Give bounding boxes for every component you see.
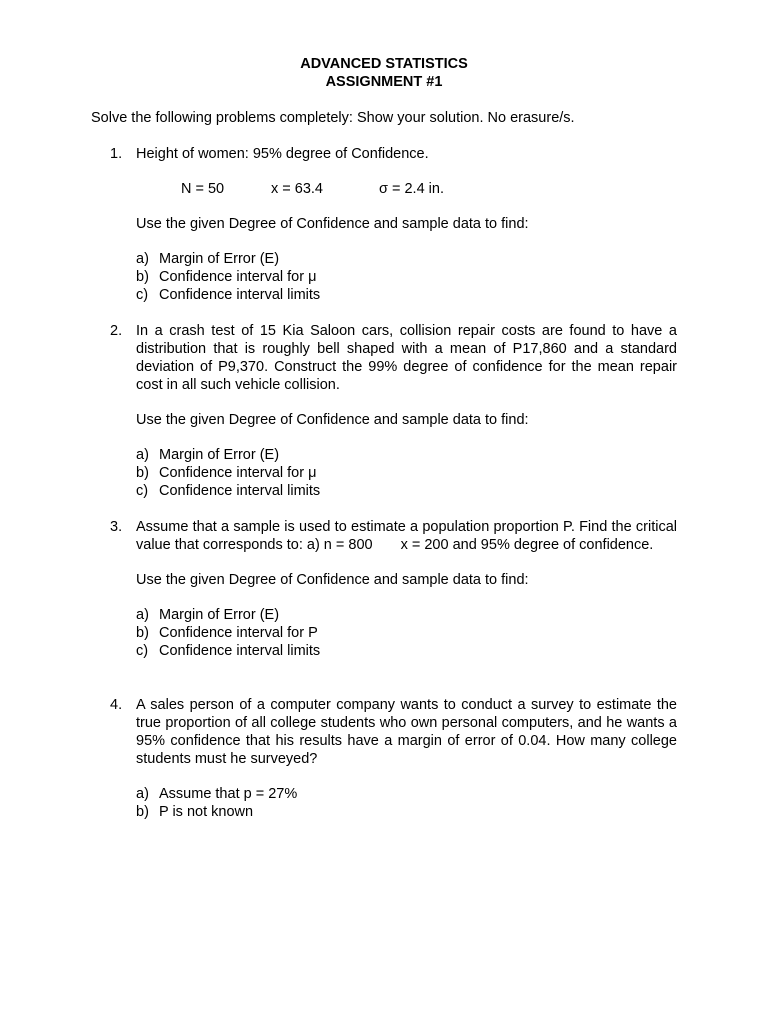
problem-4 (110, 696, 677, 821)
problem-number: 4. (110, 697, 123, 713)
problem-text (136, 518, 677, 554)
item-text: Confidence interval limits (159, 643, 321, 659)
value-n: N = 50 (181, 181, 225, 197)
problem-text-part-a: Assume that a sample is used to estimate a population proportion P. Find the critical value that corresponds to: a) n = 800 (136, 519, 677, 553)
document-title: ADVANCED STATISTICS (300, 56, 468, 72)
list-item (136, 446, 677, 464)
list-item (136, 250, 677, 268)
item-text: Margin of Error (E) (159, 607, 280, 623)
sub-question-list (136, 446, 677, 500)
use-instruction: Use the given Degree of Confidence and sample data to find: (136, 412, 529, 428)
item-text: Confidence interval for μ (159, 465, 317, 481)
list-item (136, 268, 677, 286)
item-label: a) (136, 251, 149, 267)
item-label: b) (136, 465, 149, 481)
item-text: Confidence interval limits (159, 287, 321, 303)
problem-3 (110, 518, 677, 660)
problem-title: Height of women: 95% degree of Confidence. (136, 146, 429, 162)
document-subtitle: ASSIGNMENT #1 (325, 74, 443, 90)
use-instruction: Use the given Degree of Confidence and sample data to find: (136, 216, 529, 232)
value-x: x = 63.4 (271, 181, 323, 197)
item-label: a) (136, 607, 149, 623)
instructions: Solve the following problems completely: Show your solution. No erasure/s. (91, 110, 575, 126)
given-values (136, 180, 677, 198)
list-item (136, 606, 677, 624)
use-instruction: Use the given Degree of Confidence and sample data to find: (136, 572, 529, 588)
list-item (136, 642, 677, 660)
problem-number: 1. (110, 146, 123, 162)
item-label: b) (136, 804, 149, 820)
sub-question-list (136, 785, 677, 821)
list-item (136, 803, 677, 821)
document-header (0, 55, 768, 91)
problem-number: 2. (110, 323, 123, 339)
item-text: Confidence interval for P (159, 625, 318, 641)
problem-2 (110, 322, 677, 500)
item-label: c) (136, 643, 149, 659)
sub-question-list (136, 606, 677, 660)
list-item (136, 286, 677, 304)
item-text: Margin of Error (E) (159, 251, 280, 267)
list-item (136, 464, 677, 482)
item-label: a) (136, 786, 149, 802)
item-label: a) (136, 447, 149, 463)
list-item (136, 624, 677, 642)
problem-text: A sales person of a computer company wants to conduct a survey to estimate the true proportion of all college students who own personal computers, and he wants a 95% confidence that his results have a margin of error of 0.04. How many college students must he surveyed? (136, 697, 677, 767)
item-text: Confidence interval limits (159, 483, 321, 499)
item-label: b) (136, 625, 149, 641)
problem-text: In a crash test of 15 Kia Saloon cars, collision repair costs are found to have a distribution that is roughly bell shaped with a mean of P17,860 and a standard deviation of P9,370. Construct the 99% degree of confidence for the mean repair cost in all such vehicle collision. (136, 323, 677, 393)
problem-number: 3. (110, 519, 123, 535)
item-text: P is not known (159, 804, 254, 820)
value-sigma: σ = 2.4 in. (379, 181, 444, 197)
item-text: Assume that p = 27% (159, 786, 298, 802)
problem-text-part-b: x = 200 and 95% degree of confidence. (400, 537, 654, 553)
list-item (136, 785, 677, 803)
item-text: Margin of Error (E) (159, 447, 280, 463)
problem-1 (110, 145, 677, 304)
item-label: c) (136, 287, 149, 303)
item-label: b) (136, 269, 149, 285)
item-text: Confidence interval for μ (159, 269, 317, 285)
sub-question-list (136, 250, 677, 304)
list-item (136, 482, 677, 500)
item-label: c) (136, 483, 149, 499)
